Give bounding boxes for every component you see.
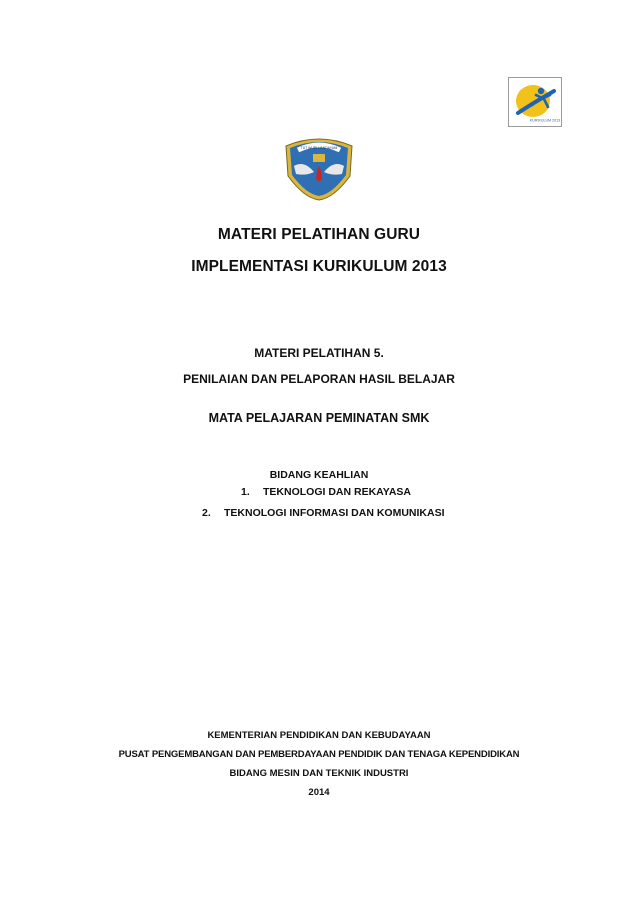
footer-ministry: KEMENTERIAN PENDIDIKAN DAN KEBUDAYAAN xyxy=(207,730,431,741)
kemdikbud-emblem xyxy=(276,132,362,202)
bidang-heading: BIDANG KEAHLIAN xyxy=(269,469,369,481)
bidang-item-number: 2. xyxy=(202,507,211,519)
title-line-2: IMPLEMENTASI KURIKULUM 2013 xyxy=(191,258,447,275)
title-line-1: MATERI PELATIHAN GURU xyxy=(217,226,421,243)
bidang-item-text: TEKNOLOGI INFORMASI DAN KOMUNIKASI xyxy=(224,507,445,519)
materi-line-1: MATERI PELATIHAN 5. xyxy=(254,346,384,360)
kurikulum-2013-icon xyxy=(508,77,562,127)
tut-wuri-handayani-icon xyxy=(276,132,362,202)
emblem-text: TUT WURI HANDAYANI xyxy=(300,146,338,150)
bidang-item-number: 1. xyxy=(241,486,250,498)
materi-line-2: PENILAIAN DAN PELAPORAN HASIL BELAJAR xyxy=(183,372,455,386)
bidang-item-2 xyxy=(202,507,445,519)
mapel-heading: MATA PELAJARAN PEMINATAN SMK xyxy=(208,411,430,425)
footer-center: PUSAT PENGEMBANGAN DAN PEMBERDAYAAN PENDIDIK DAN TENAGA KEPENDIDIKAN xyxy=(118,749,520,760)
kurikulum-logo-text: KURIKULUM 2013 xyxy=(529,118,561,123)
footer-department: BIDANG MESIN DAN TEKNIK INDUSTRI xyxy=(229,768,409,779)
bidang-item-1 xyxy=(241,486,411,498)
kurikulum-2013-logo xyxy=(508,77,562,127)
bidang-item-text: TEKNOLOGI DAN REKAYASA xyxy=(263,486,411,498)
footer-year: 2014 xyxy=(308,787,330,798)
